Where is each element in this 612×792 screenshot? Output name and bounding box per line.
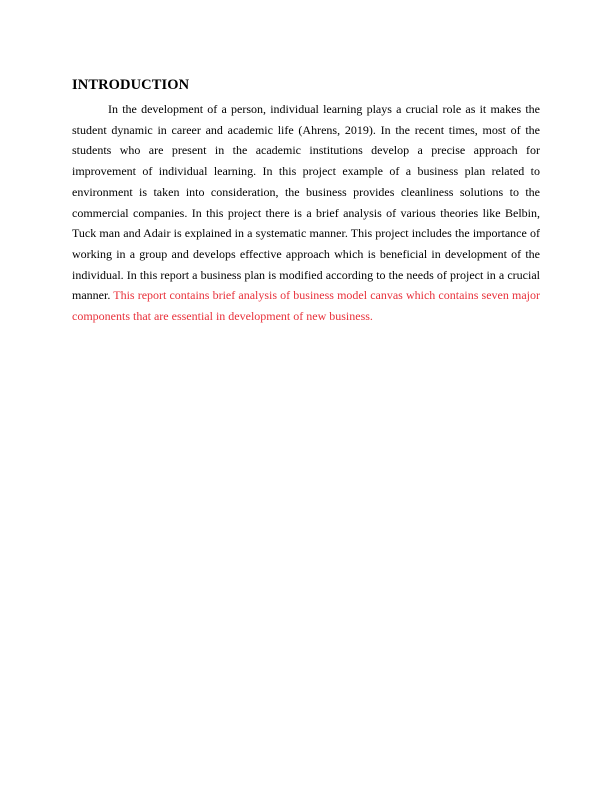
- paragraph-period: .: [107, 288, 111, 303]
- paragraph-text: In the development of a person, individual learning plays a crucial role as it makes the student dynamic in career and academic life (Ahrens, 2019). In the recent times, most of the students who are present in the academic institutions develop a precise approach for improvement of individual learning. In this project example of a business plan related to environment is taken into consideration, the business provides cleanliness solutions to the commercial companies. In this project there is a brief analysis of various theories like Belbin, Tuck man and Adair is explained in a systematic manner. This project includes the importance of working in a group and develops effective approach which is beneficial in development of the individual. In this report a business plan is modified according to the needs of project in a crucial manner: [72, 102, 540, 303]
- highlighted-text: This report contains brief analysis of business model canvas which contains seven major components that are essential in development of new business.: [72, 288, 540, 324]
- introduction-paragraph: [72, 99, 540, 327]
- section-heading: INTRODUCTION: [72, 77, 190, 93]
